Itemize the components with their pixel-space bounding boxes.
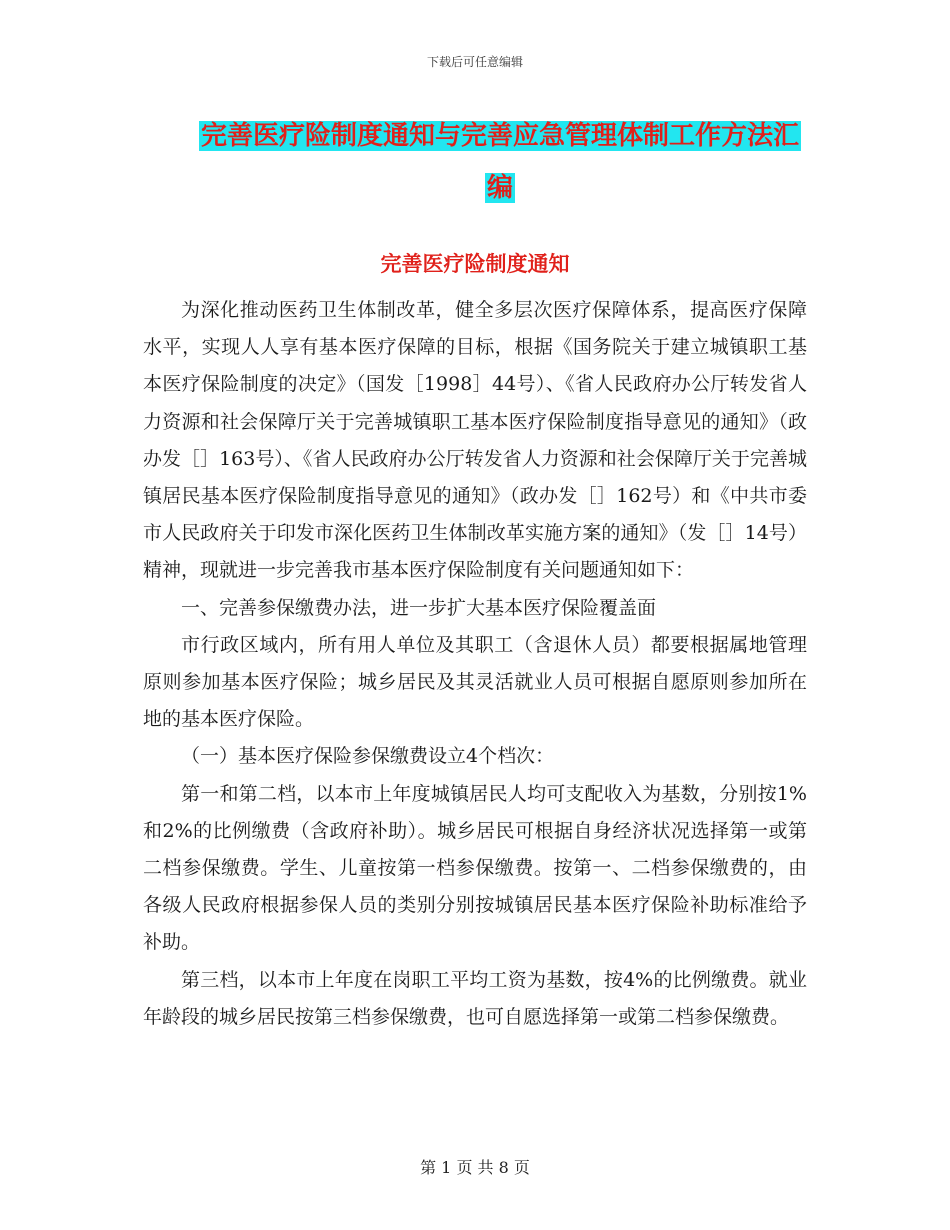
document-title-line-1: 完善医疗险制度通知与完善应急管理体制工作方法汇 [200,121,799,151]
section-title: 完善医疗险制度通知 [380,251,570,276]
paragraph-tier-1-2: 第一和第二档，以本市上年度城镇居民人均可支配收入为基数，分别按1%和2%的比例缴费（含政府补助）。城乡居民可根据自身经济状况选择第一或第二档参保缴费。学生、儿童按第一档参保缴费。按第一、二档参保缴费的，由各级人民政府根据参保人员的类别分别按城镇居民基本医疗保险补助标准给予补助。 [143,782,807,954]
document-title [190,110,810,214]
paragraph-intro: 为深化推动医药卫生体制改革，健全多层次医疗保障体系，提高医疗保障水平，实现人人享有基本医疗保障的目标，根据《国务院关于建立城镇职工基本医疗保险制度的决定》（国发［1998］44号）、《省人民政府办公厅转发省人力资源和社会保障厅关于完善城镇职工基本医疗保险制度指导意见的通知》（政办发［］163号）、《省人民政府办公厅转发省人力资源和社会保障厅关于完善城镇居民基本医疗保险制度指导意见的通知》（政办发［］162号）和《中共市委市人民政府关于印发市深化医药卫生体制改革实施方案的通知》（发［］14号）精神，现就进一步完善我市基本医疗保险制度有关问题通知如下： [143,299,807,582]
body-text [143,292,807,1036]
paragraph-tier-3: 第三档，以本市上年度在岗职工平均工资为基数，按4%的比例缴费。就业年龄段的城乡居民按第三档参保缴费，也可自愿选择第一或第二档参保缴费。 [143,968,807,1028]
paragraph-coverage: 市行政区域内，所有用人单位及其职工（含退休人员）都要根据属地管理原则参加基本医疗保险；城乡居民及其灵活就业人员可根据自愿原则参加所在地的基本医疗保险。 [143,633,807,731]
document-title-line-2: 编 [486,173,513,203]
header-note: 下载后可任意编辑 [426,55,523,69]
paragraph-subheading-1: （一）基本医疗保险参保缴费设立4个档次： [181,745,555,768]
paragraph-heading-1: 一、完善参保缴费办法，进一步扩大基本医疗保险覆盖面 [181,596,657,619]
page-footer: 第 1 页 共 8 页 [420,1158,530,1177]
